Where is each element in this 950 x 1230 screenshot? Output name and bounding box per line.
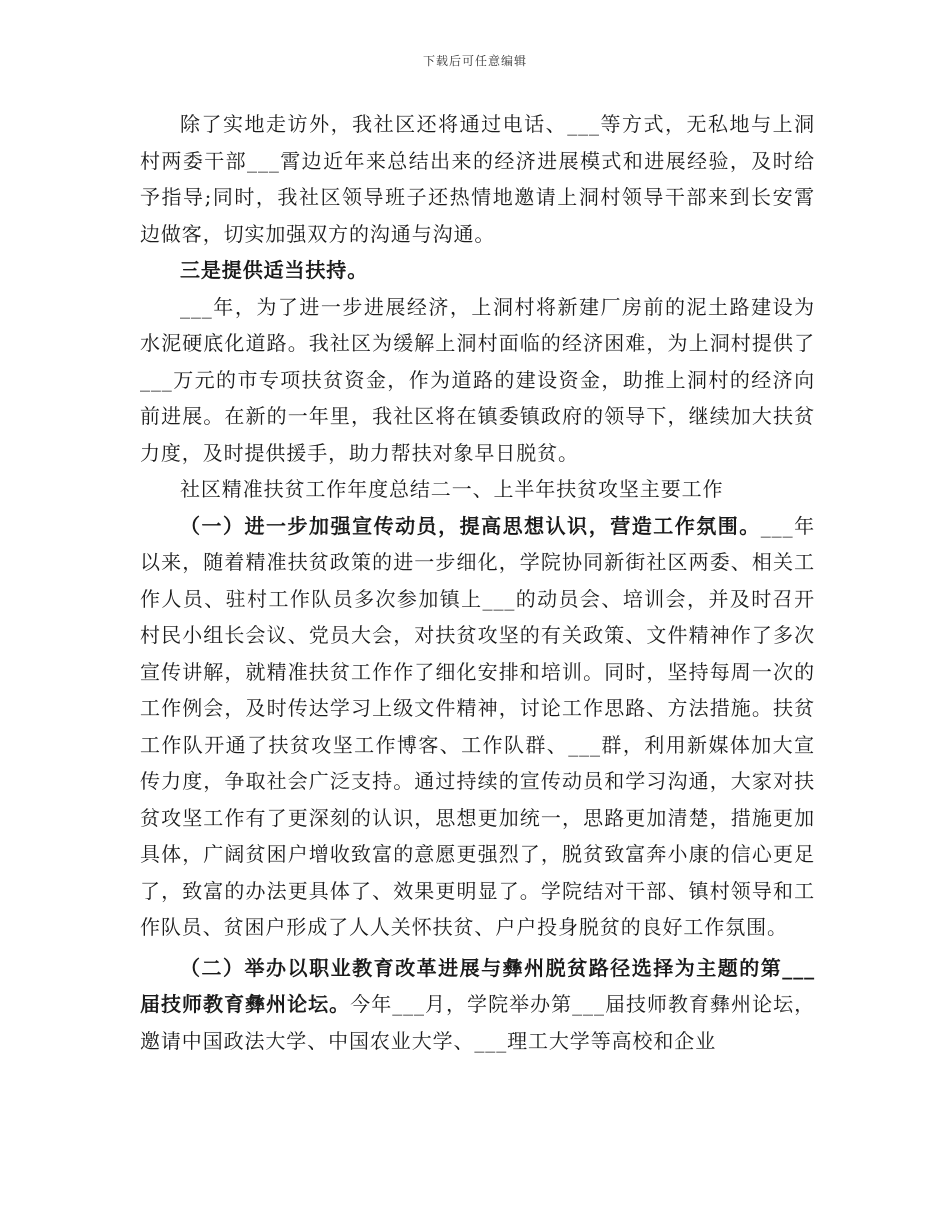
paragraph-lead-forum: （二）举办以职业教育改革进展与彝州脱贫路径选择为主题的第___届技师教育彝州论坛。: [140, 955, 815, 1016]
paragraph-summary-title: 社区精准扶贫工作年度总结二一、上半年扶贫攻坚主要工作: [180, 477, 724, 501]
page-header: 下载后可任意编辑: [422, 54, 527, 68]
paragraph-publicity: [140, 508, 815, 946]
paragraph-text-publicity: ___年以来，随着精准扶贫政策的进一步细化，学院协同新街社区两委、相关工作人员、驻村工作队员多次参加镇上___的动员会、培训会，并及时召开村民小组长会议、党员大会，对扶贫攻坚的有关政策、文件精神作了多次宣传讲解，就精准扶贫工作作了细化安排和培训。同时，坚持每周一次的工作例会，及时传达学习上级文件精神，讨论工作思路、方法措施。扶贫工作队开通了扶贫攻坚工作博客、工作队群、___群，利用新媒体加大宣传力度，争取社会广泛支持。通过持续的宣传动员和学习沟通，大家对扶贫攻坚工作有了更深刻的认识，思想更加统一，思路更加清楚，措施更加具体，广阔贫困户增收致富的意愿更强烈了，脱贫致富奔小康的信心更足了，致富的办法更具体了、效果更明显了。学院结对干部、镇村领导和工作队员、贫困户形成了人人关怀扶贫、户户投身脱贫的良好工作氛围。: [140, 513, 815, 939]
paragraph-text-forum: 今年___月，学院举办第___届技师教育彝州论坛，邀请中国政法大学、中国农业大学、___理工大学等高校和企业: [140, 992, 816, 1053]
paragraph-visits: 除了实地走访外，我社区还将通过电话、___等方式，无私地与上洞村两委干部___霄边近年来总结出来的经济进展模式和进展经验，及时给予指导;同时，我社区领导班子还热情地邀请上洞村领导干部来到长安霄边做客，切实加强双方的沟通与沟通。: [140, 112, 815, 246]
heading-support: 三是提供适当扶持。: [180, 258, 369, 282]
paragraph-road-funding: ___年，为了进一步进展经济，上洞村将新建厂房前的泥土路建设为水泥硬底化道路。我社区为缓解上洞村面临的经济困难，为上洞村提供了___万元的市专项扶贫资金，作为道路的建设资金，助推上洞村的经济向前进展。在新的一年里，我社区将在镇委镇政府的领导下，继续加大扶贫力度，及时提供援手，助力帮扶对象早日脱贫。: [140, 294, 815, 465]
document-body: [140, 106, 815, 1059]
paragraph-lead-publicity: （一）进一步加强宣传动员，提高思想认识，营造工作氛围。: [180, 513, 761, 538]
paragraph-forum: [140, 950, 815, 1060]
